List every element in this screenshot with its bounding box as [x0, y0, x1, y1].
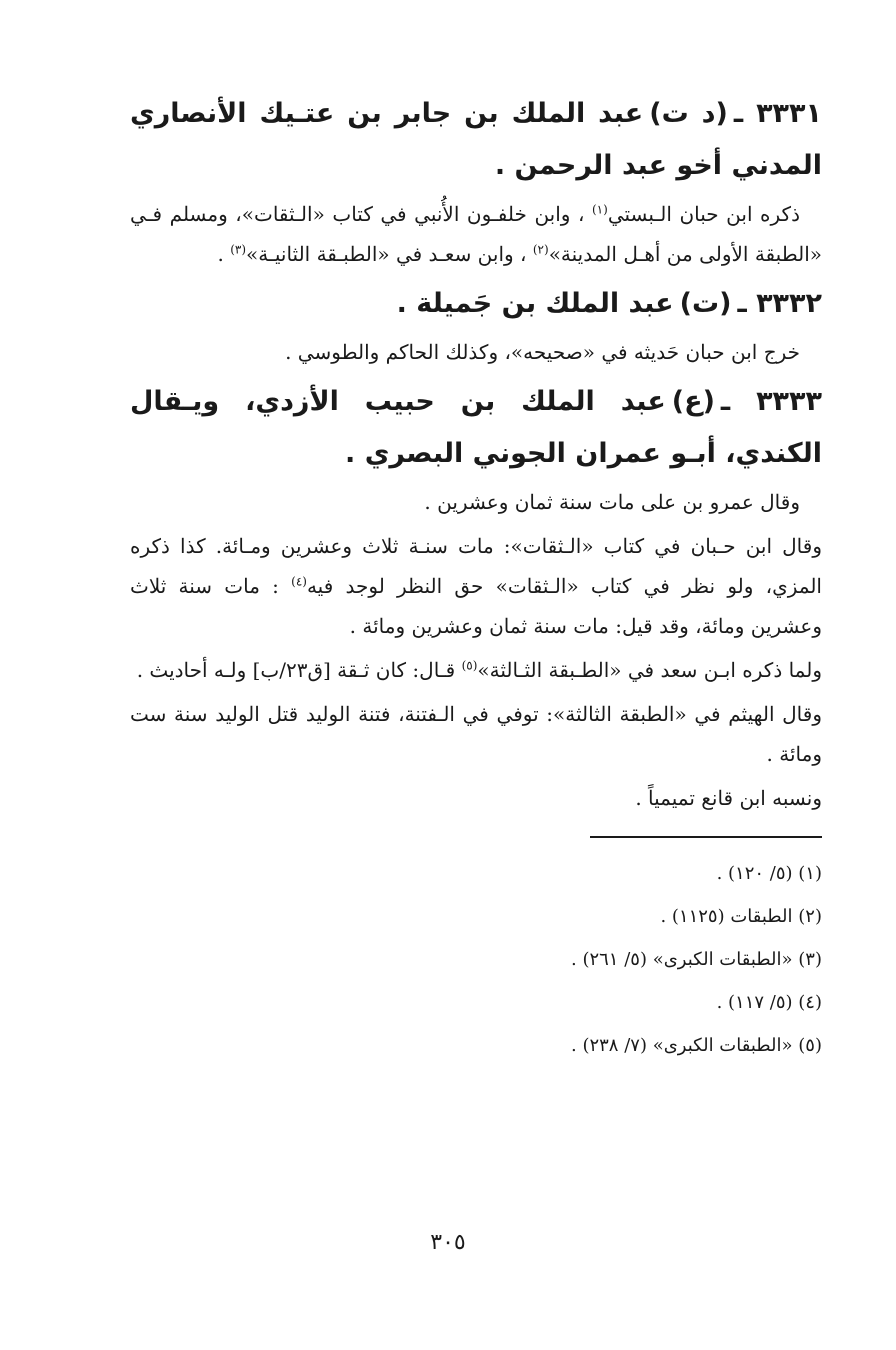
entry-3333 — [130, 376, 822, 818]
paragraph-text: وقال ابن حـبان في كتاب «الـثقات»: مات سنـة ثلاث وعشرين ومـائة. كذا ذكره المزي، ولو نظر في كتاب «الـثقات» حق النظر لوجد فيه — [130, 534, 822, 598]
entry-paragraph: ونسبه ابن قانع تميمياً . — [635, 786, 822, 810]
entry-number: ٣٣٣١ ـ — [733, 98, 822, 129]
footnote-ref: (٥) — [461, 658, 478, 673]
footnote-ref: (٣) — [230, 242, 247, 257]
footnote-ref: (٤) — [291, 574, 307, 589]
entry-title: عبد الملك بن جابر بن عتـيك الأنصاري المدني أخو عبد الرحمن . — [130, 98, 822, 181]
footnote-divider — [590, 836, 822, 838]
paragraph-text: : مات سنة ثلاث وعشرين ومائة، وقد قيل: مات سنة ثمان وعشرين ومائة . — [130, 574, 822, 638]
entry-paragraph — [130, 650, 822, 690]
paragraph-text: ، وابن سعـد في «الطبـقة الثانيـة» — [246, 242, 533, 266]
entry-title: عبد الملك بن حبيب الأزدي، ويـقال الكندي، أبـو عمران الجوني البصري . — [130, 386, 822, 469]
paragraph-text: قـال: كان ثـقة [ق٢٣/ب] ولـه أحاديث . — [136, 658, 462, 682]
entry-title: عبد الملك بن جَميلة . — [396, 288, 674, 319]
entry-paragraph: خرج ابن حبان حَديثه في «صحيحه»، وكذلك الحاكم والطوسي . — [285, 340, 800, 364]
footnote: (٤) (٥/ ١١٧) . — [716, 992, 822, 1013]
page-number: ٣٠٥ — [430, 1230, 466, 1255]
footnote-ref: (١) — [591, 202, 608, 217]
entry-code: (د ت) — [649, 98, 728, 129]
entry-paragraph: وقال عمرو بن على مات سنة ثمان وعشرين . — [424, 490, 800, 514]
entry-3332 — [130, 278, 822, 372]
footnote: (٢) الطبقات (١١٢٥) . — [660, 906, 822, 927]
entry-heading — [130, 376, 822, 480]
footnotes — [130, 852, 822, 1067]
entry-heading — [130, 278, 822, 330]
footnote: (٣) «الطبقات الكبرى» (٥/ ٢٦١) . — [571, 949, 822, 970]
footnote: (٥) «الطبقات الكبرى» (٧/ ٢٣٨) . — [571, 1035, 822, 1056]
paragraph-text: ولما ذكره ابـن سعد في «الطـبقة الثـالثة» — [477, 658, 822, 682]
entry-3331 — [130, 88, 822, 274]
entry-number: ٣٣٣٢ ـ — [737, 288, 822, 319]
entry-paragraph — [130, 526, 822, 646]
entry-paragraph: وقال الهيثم في «الطبقة الثالثة»: توفي في الـفتنة، فتنة الوليد قتل الوليد سنة ست ومائة . — [130, 702, 822, 766]
paragraph-text: . — [217, 242, 231, 266]
footnote: (١) (٥/ ١٢٠) . — [716, 863, 822, 884]
entry-paragraph — [130, 194, 822, 274]
entry-number: ٣٣٣٣ ـ — [720, 386, 822, 417]
entry-heading — [130, 88, 822, 192]
footnote-ref: (٢) — [532, 242, 549, 257]
page-body — [130, 88, 822, 1067]
entry-code: (ع) — [671, 386, 715, 417]
paragraph-text: ذكره ابن حبان الـبستي — [607, 202, 800, 226]
entry-code: (ت) — [679, 288, 732, 319]
paragraph-text: ، وابن خلفـون الأُنبي في كتاب «الـثقات»، ومسلم فـي «الطبقة الأولى من أهـل المدينة» — [130, 202, 822, 266]
